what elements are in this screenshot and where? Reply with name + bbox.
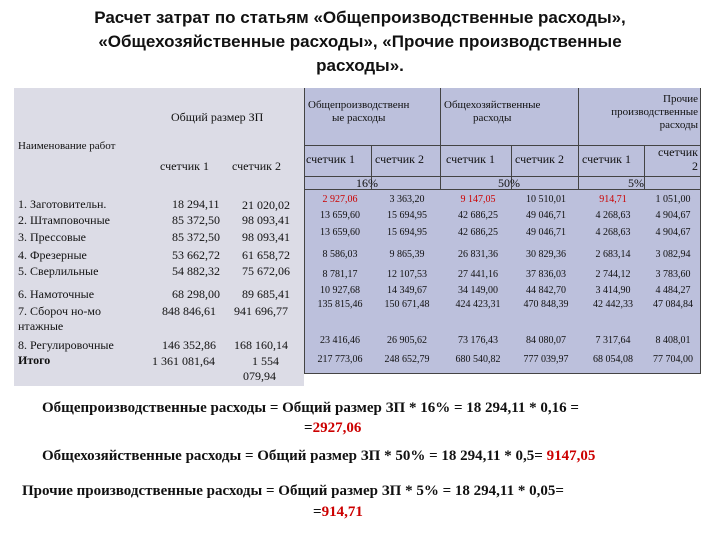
row-6-ohr-1: 34 149,00 <box>458 285 498 296</box>
row-total-prr-1: 68 054,08 <box>593 354 633 365</box>
formula-opr-result-value: 2927,06 <box>312 420 362 436</box>
row-3-salary-2: 98 093,41 <box>242 230 290 244</box>
formula-prr <box>22 481 564 501</box>
header-ohr <box>444 99 540 125</box>
row-7-ohr-1: 424 423,31 <box>455 299 501 310</box>
formula-ohr-text: Общехозяйственные расходы = Общий размер ЗП * 50% = 18 294,11 * 0,5= <box>42 448 543 464</box>
row-2-opr-1: 13 659,60 <box>320 210 360 221</box>
header-salary-total: Общий размер ЗП <box>171 110 264 124</box>
header-salary-counter-1: счетчик 1 <box>160 159 209 173</box>
row-total-opr-2: 248 652,79 <box>384 354 430 365</box>
row-8-opr-2: 26 905,62 <box>387 335 427 346</box>
header-opr-counter-2: счетчик 2 <box>375 152 424 166</box>
row-4-salary-2: 61 658,72 <box>242 248 290 262</box>
formula-opr <box>42 398 579 418</box>
header-prr-counter-2-line-1: счетчик <box>658 145 698 159</box>
row-7-prr-2: 47 084,84 <box>653 299 693 310</box>
row-total-ohr-2: 777 039,97 <box>523 354 569 365</box>
formula-opr-text: Общепроизводственные расходы = Общий размер ЗП * 16% = 18 294,11 * 0,16 = <box>42 400 579 416</box>
header-ohr-percent: 50% <box>498 176 520 190</box>
row-6-opr-2: 14 349,67 <box>387 285 427 296</box>
row-3-opr-2: 15 694,95 <box>387 227 427 238</box>
row-5-name: 5. Сверлильные <box>18 264 99 278</box>
header-opr <box>308 99 409 125</box>
row-1-name: 1. Заготовительн. <box>18 197 107 211</box>
row-4-name: 4. Фрезерные <box>18 248 87 262</box>
header-prr-counter-2 <box>648 145 698 173</box>
header-opr-line-2: ые расходы <box>331 112 386 124</box>
row-5-opr-1: 8 781,17 <box>322 269 358 280</box>
row-3-prr-1: 4 268,63 <box>595 227 631 238</box>
header-opr-line-1: Общепроизводственн <box>308 99 410 111</box>
header-prr-line-2: производственные <box>611 106 698 118</box>
row-1-prr-1: 914,71 <box>599 194 627 205</box>
formula-prr-text: Прочие производственные расходы = Общий размер ЗП * 5% = 18 294,11 * 0,05= <box>22 483 564 499</box>
row-4-opr-2: 9 865,39 <box>389 249 425 260</box>
row-5-ohr-2: 37 836,03 <box>526 269 566 280</box>
formula-prr-result-value: 914,71 <box>321 504 363 520</box>
header-ohr-line-1: Общехозяйственные <box>444 99 541 111</box>
row-1-ohr-2: 10 510,01 <box>526 194 566 205</box>
formula-prr-result-prefix: = <box>313 504 322 520</box>
row-1-opr-1: 2 927,06 <box>322 194 358 205</box>
row-5-opr-2: 12 107,53 <box>387 269 427 280</box>
header-prr-line-1: Прочие <box>663 93 698 105</box>
row-8-prr-2: 8 408,01 <box>655 335 691 346</box>
header-opr-percent: 16% <box>356 176 378 190</box>
row-5-salary-2: 75 672,06 <box>242 264 290 278</box>
row-7-name: 7. Сбороч но-мо <box>18 304 101 318</box>
row-3-ohr-2: 49 046,71 <box>526 227 566 238</box>
row-2-ohr-1: 42 686,25 <box>458 210 498 221</box>
formula-ohr-result-value: 9147,05 <box>542 448 596 464</box>
row-1-ohr-1: 9 147,05 <box>460 194 496 205</box>
row-7-prr-1: 42 442,33 <box>593 299 633 310</box>
row-6-salary-2: 89 685,41 <box>242 287 290 301</box>
row-2-salary-2: 98 093,41 <box>242 213 290 227</box>
row-2-prr-2: 4 904,67 <box>655 210 691 221</box>
row-5-ohr-1: 27 441,16 <box>458 269 498 280</box>
row-total-opr-1: 217 773,06 <box>317 354 363 365</box>
grid-line <box>304 88 305 374</box>
row-4-ohr-2: 30 829,36 <box>526 249 566 260</box>
row-6-opr-1: 10 927,68 <box>320 285 360 296</box>
header-prr-percent: 5% <box>628 176 644 190</box>
header-prr <box>582 93 698 132</box>
row-8-name: 8. Регулировочные <box>18 338 114 352</box>
row-total-prr-2: 77 704,00 <box>653 354 693 365</box>
title-line-3: расходы». <box>316 56 404 75</box>
row-3-prr-2: 4 904,67 <box>655 227 691 238</box>
row-3-salary-1: 85 372,50 <box>172 230 220 244</box>
row-8-prr-1: 7 317,64 <box>595 335 631 346</box>
row-3-opr-1: 13 659,60 <box>320 227 360 238</box>
row-7-ohr-2: 470 848,39 <box>523 299 569 310</box>
row-7-salary-1: 848 846,61 <box>162 304 216 318</box>
title-line-1: Расчет затрат по статьям «Общепроизводственные расходы», <box>94 8 626 27</box>
row-6-salary-1: 68 298,00 <box>172 287 220 301</box>
row-6-ohr-2: 44 842,70 <box>526 285 566 296</box>
grid-line <box>644 145 645 190</box>
header-ohr-line-2: расходы <box>473 112 512 124</box>
header-salary-counter-2: счетчик 2 <box>232 159 281 173</box>
header-opr-counter-1: счетчик 1 <box>306 152 355 166</box>
row-total-salary-2-line-2: 079,94 <box>243 369 276 383</box>
row-1-opr-2: 3 363,20 <box>389 194 425 205</box>
row-total-salary-1: 1 361 081,64 <box>152 354 215 368</box>
row-7-name-cont: нтажные <box>18 319 64 333</box>
row-2-name: 2. Штамповочные <box>18 213 110 227</box>
row-2-salary-1: 85 372,50 <box>172 213 220 227</box>
formula-opr-result-prefix: = <box>304 420 313 436</box>
header-ohr-counter-2: счетчик 2 <box>515 152 564 166</box>
row-8-salary-2: 168 160,14 <box>234 338 288 352</box>
row-3-name: 3. Прессовые <box>18 230 86 244</box>
row-4-prr-1: 2 683,14 <box>595 249 631 260</box>
row-3-ohr-1: 42 686,25 <box>458 227 498 238</box>
row-4-opr-1: 8 586,03 <box>322 249 358 260</box>
row-7-salary-2: 941 696,77 <box>234 304 288 318</box>
row-1-salary-2: 21 020,02 <box>242 198 290 212</box>
header-prr-line-3: расходы <box>659 119 698 131</box>
row-4-salary-1: 53 662,72 <box>172 248 220 262</box>
row-7-opr-2: 150 671,48 <box>384 299 430 310</box>
row-total-name: Итого <box>18 353 51 367</box>
row-2-opr-2: 15 694,95 <box>387 210 427 221</box>
page-title <box>20 6 700 78</box>
formula-prr-result <box>313 502 363 522</box>
header-prr-counter-2-line-2: 2 <box>692 159 698 173</box>
row-8-salary-1: 146 352,86 <box>162 338 216 352</box>
row-1-prr-2: 1 051,00 <box>655 194 691 205</box>
row-2-ohr-2: 49 046,71 <box>526 210 566 221</box>
grid-line <box>700 88 701 374</box>
header-ohr-counter-1: счетчик 1 <box>446 152 495 166</box>
row-8-opr-1: 23 416,46 <box>320 335 360 346</box>
header-prr-counter-1: счетчик 1 <box>582 152 631 166</box>
row-8-ohr-2: 84 080,07 <box>526 335 566 346</box>
grid-line <box>578 88 579 190</box>
formula-opr-result <box>304 418 361 438</box>
title-line-2: «Общехозяйственные расходы», «Прочие производственные <box>98 32 622 51</box>
grid-line <box>440 88 441 190</box>
row-total-ohr-1: 680 540,82 <box>455 354 501 365</box>
formula-ohr <box>42 446 595 466</box>
row-6-name: 6. Намоточные <box>18 287 95 301</box>
row-7-opr-1: 135 815,46 <box>317 299 363 310</box>
row-4-prr-2: 3 082,94 <box>655 249 691 260</box>
row-5-prr-2: 3 783,60 <box>655 269 691 280</box>
row-5-salary-1: 54 882,32 <box>172 264 220 278</box>
row-6-prr-1: 3 414,90 <box>595 285 631 296</box>
grid-line <box>304 373 700 374</box>
row-6-prr-2: 4 484,27 <box>655 285 691 296</box>
grid-line <box>304 145 700 146</box>
row-5-prr-1: 2 744,12 <box>595 269 631 280</box>
row-4-ohr-1: 26 831,36 <box>458 249 498 260</box>
header-name-col: Наименование работ <box>18 140 116 152</box>
row-total-salary-2-line-1: 1 554 <box>252 354 279 368</box>
row-8-ohr-1: 73 176,43 <box>458 335 498 346</box>
row-1-salary-1: 18 294,11 <box>172 197 220 211</box>
row-2-prr-1: 4 268,63 <box>595 210 631 221</box>
